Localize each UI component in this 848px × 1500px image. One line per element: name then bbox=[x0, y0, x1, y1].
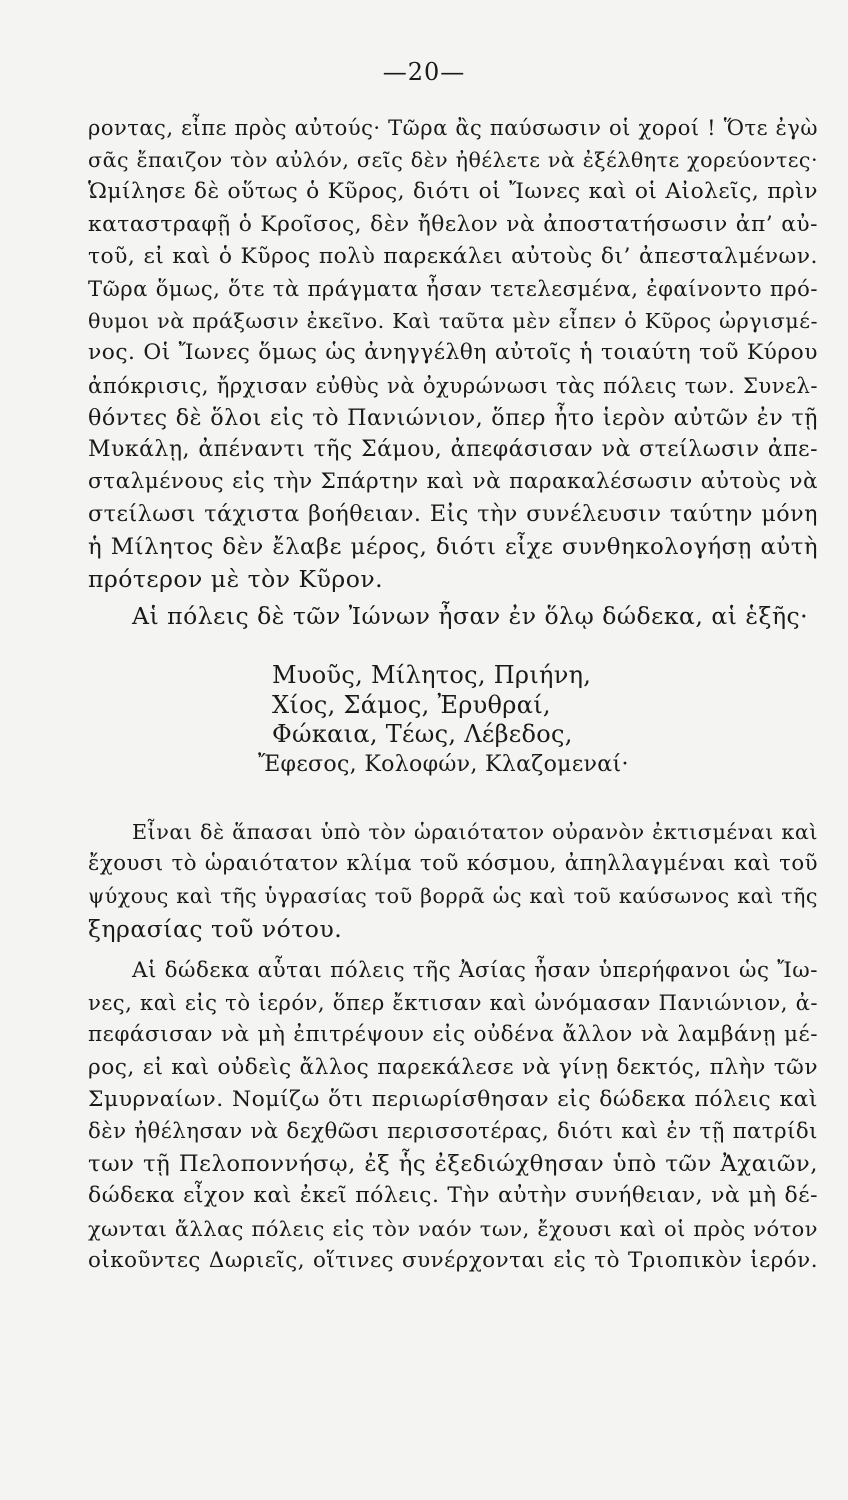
text-line: στείλωσι τάχιστα βοήθειαν. Εἰς τὴν συνέλευσιν ταύτην μόνη bbox=[88, 501, 818, 528]
text-line: τοῦ, εἰ καὶ ὁ Κῦρος πολὺ παρεκάλει αὐτοὺς δι’ ἀπεσταλμένων. bbox=[88, 243, 818, 269]
text-line: πεφάσισαν νὰ μὴ ἐπιτρέψουν εἰς οὐδένα ἄλλον νὰ λαμβάνῃ μέ- bbox=[88, 1022, 818, 1048]
text-line: ροντας, εἶπε πρὸς αὐτούς· Τῶρα ἂς παύσωσιν οἱ χοροί ! Ὅτε ἐγὼ bbox=[88, 115, 818, 140]
text-line: θόντες δὲ ὅλοι εἰς τὸ Πανιώνιον, ὅπερ ἦτο ἱερὸν αὐτῶν ἐν τῇ bbox=[88, 404, 818, 431]
text-line: Μυκάλῃ, ἀπέναντι τῆς Σάμου, ἀπεφάσισαν νὰ στείλωσιν ἀπε- bbox=[88, 437, 818, 463]
text-line: ἡ Μίλητος δὲν ἔλαβε μέρος, διότι εἶχε συνθηκολογήσῃ αὐτὴ bbox=[88, 533, 818, 560]
verse-line: Ἔφεσος, Κολοφών, Κλαζομεναί· bbox=[258, 751, 629, 777]
text-line: δὲν ἠθέλησαν νὰ δεχθῶσι περισσοτέρας, διότι καὶ ἐν τῇ πατρίδι bbox=[88, 1119, 818, 1145]
verse-line: Μυοῦς, Μίλητος, Πριήνη, bbox=[272, 661, 592, 689]
paragraph-3 bbox=[88, 816, 818, 945]
text-line: Αἱ δώδεκα αὗται πόλεις τῆς Ἀσίας ἦσαν ὑπερήφανοι ὡς Ἴω- bbox=[132, 958, 818, 983]
text-line: ρος, εἰ καὶ οὐδεὶς ἄλλος παρεκάλεσε νὰ γίνῃ δεκτός, πλὴν τῶν bbox=[88, 1054, 818, 1080]
page-number: —20— bbox=[382, 58, 466, 86]
text-line: χωνται ἄλλας πόλεις εἰς τὸν ναόν των, ἔχουσι καὶ οἱ πρὸς νότον bbox=[88, 1216, 818, 1241]
text-line: Εἶναι δὲ ἅπασαι ὑπὸ τὸν ὡραιότατον οὐρανὸν ἐκτισμέναι καὶ bbox=[132, 820, 818, 844]
verse-line: Φώκαια, Τέως, Λέβεδος, bbox=[272, 720, 573, 748]
verse-line: Χίος, Σάμος, Ἐρυθραί, bbox=[272, 690, 551, 719]
text-line: σᾶς ἔπαιζον τὸν αὐλόν, σεῖς δὲν ἠθέλετε νὰ ἐξέλθητε χορεύοντες· bbox=[88, 148, 818, 173]
city-list-verse bbox=[258, 661, 632, 779]
text-line: των τῇ Πελοποννήσῳ, ἐξ ἧς ἐξεδιώχθησαν ὑπὸ τῶν Ἀχαιῶν, bbox=[88, 1151, 818, 1178]
text-line: δώδεκα εἶχον καὶ ἐκεῖ πόλεις. Τὴν αὐτὴν συνήθειαν, νὰ μὴ δέ- bbox=[88, 1183, 818, 1209]
text-line: οἰκοῦντες Δωριεῖς, οἵτινες συνέρχονται εἰς τὸ Τριοπικὸν ἱερόν. bbox=[88, 1247, 818, 1273]
text-line: Τῶρα ὅμως, ὅτε τὰ πράγματα ἦσαν τετελεσμένα, ἐφαίνοντο πρό- bbox=[88, 276, 818, 302]
paragraph-4 bbox=[88, 955, 818, 1277]
text-line: ἔχουσι τὸ ὡραιότατον κλίμα τοῦ κόσμου, ἀπηλλαγμέναι καὶ τοῦ bbox=[88, 851, 818, 877]
paragraph-1 bbox=[88, 112, 818, 595]
text-line: καταστραφῇ ὁ Κροῖσος, δὲν ἤθελον νὰ ἀποστατήσωσιν ἀπ’ αὐ- bbox=[88, 211, 818, 237]
text-line: ψύχους καὶ τῆς ὑγρασίας τοῦ βορρᾶ ὡς καὶ τοῦ καύσωνος καὶ τῆς bbox=[88, 884, 818, 909]
text-line: Σμυρναίων. Νομίζω ὅτι περιωρίσθησαν εἰς δώδεκα πόλεις καὶ bbox=[88, 1086, 818, 1112]
text-line: Ὡμίλησε δὲ οὕτως ὁ Κῦρος, διότι οἱ Ἴωνες καὶ οἱ Αἰολεῖς, πρὶν bbox=[88, 179, 818, 205]
text-line: ἀπόκρισις, ἤρχισαν εὐθὺς νὰ ὀχυρώνωσι τὰς πόλεις των. Συνελ- bbox=[88, 372, 818, 398]
text-line: νες, καὶ εἰς τὸ ἱερόν, ὅπερ ἔκτισαν καὶ ὠνόμασαν Πανιώνιον, ἀ- bbox=[88, 990, 818, 1016]
text-line: σταλμένους εἰς τὴν Σπάρτην καὶ νὰ παρακαλέσωσιν αὐτοὺς νὰ bbox=[88, 469, 818, 495]
text-line: Αἱ πόλεις δὲ τῶν Ἰώνων ἦσαν ἐν ὅλῳ δώδεκα, αἱ ἑξῆς· bbox=[132, 602, 809, 630]
text-line: ξηρασίας τοῦ νότου. bbox=[88, 914, 343, 943]
paragraph-2 bbox=[88, 600, 818, 632]
text-line: πρότερον μὲ τὸν Κῦρον. bbox=[88, 564, 384, 593]
text-line: θυμοι νὰ πράξωσιν ἐκεῖνο. Καὶ ταῦτα μὲν εἶπεν ὁ Κῦρος ὠργισμέ- bbox=[88, 309, 818, 334]
text-line: νος. Οἱ Ἴωνες ὅμως ὡς ἀνηγγέλθη αὐτοῖς ἡ τοιαύτη τοῦ Κύρου bbox=[88, 340, 818, 366]
